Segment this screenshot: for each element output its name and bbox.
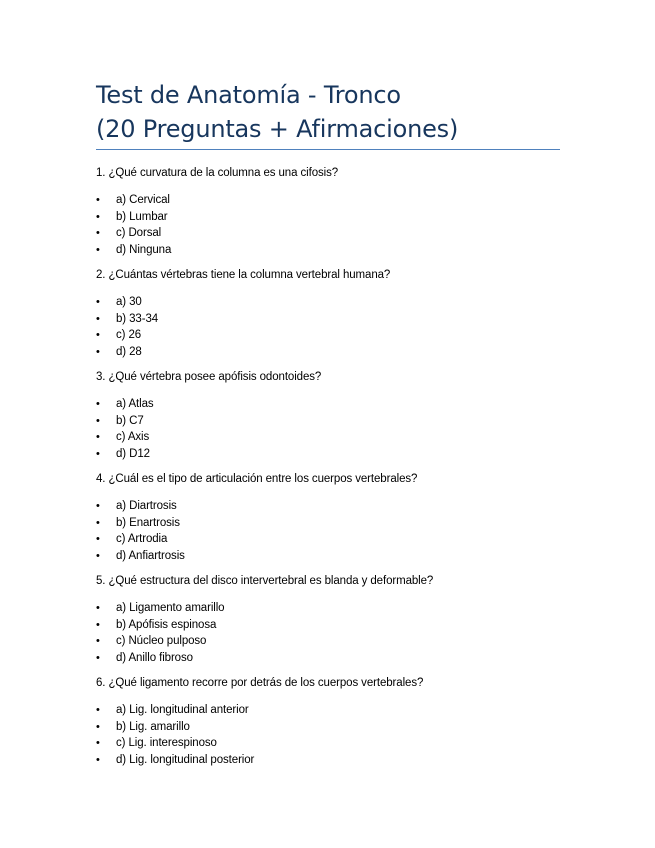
option-label: b) Enartrosis xyxy=(116,516,180,529)
answer-option xyxy=(96,702,566,719)
option-label: a) Ligamento amarillo xyxy=(116,602,225,614)
option-label: b) C7 xyxy=(116,414,144,427)
bullet-icon: • xyxy=(96,398,100,410)
bullet-icon: • xyxy=(96,533,100,545)
answer-option xyxy=(96,617,566,634)
answer-option xyxy=(96,531,566,548)
option-label: d) 28 xyxy=(116,345,142,358)
answer-option xyxy=(96,413,566,430)
option-label: b) 33-34 xyxy=(116,312,159,325)
bullet-icon: • xyxy=(96,329,100,341)
bullet-icon: • xyxy=(96,312,100,325)
answer-options xyxy=(96,702,566,768)
option-label: c) Artrodia xyxy=(116,533,168,545)
question-5 xyxy=(96,573,566,666)
answer-option xyxy=(96,311,566,328)
answer-option xyxy=(96,209,566,226)
option-label: b) Lumbar xyxy=(116,210,168,223)
question-1 xyxy=(96,165,566,258)
answer-option xyxy=(96,650,566,667)
answer-option xyxy=(96,344,566,361)
answer-option xyxy=(96,446,566,463)
answer-option xyxy=(96,498,566,515)
title-line-1: Test de Anatomía - Tronco xyxy=(96,81,401,109)
bullet-icon: • xyxy=(96,516,100,529)
option-label: a) Lig. longitudinal anterior xyxy=(116,704,249,716)
option-label: c) Lig. interespinoso xyxy=(116,737,217,749)
bullet-icon: • xyxy=(96,635,100,647)
question-4 xyxy=(96,471,566,564)
answer-options xyxy=(96,600,566,666)
answer-option xyxy=(96,719,566,736)
question-3 xyxy=(96,369,566,462)
question-text: 4. ¿Cuál es el tipo de articulación entre los cuerpos vertebrales? xyxy=(96,473,418,485)
option-label: a) Diartrosis xyxy=(116,500,177,512)
answer-option xyxy=(96,429,566,446)
answer-option xyxy=(96,633,566,650)
bullet-icon: • xyxy=(96,737,100,749)
option-label: c) Núcleo pulposo xyxy=(116,635,207,647)
question-text: 2. ¿Cuántas vértebras tiene la columna vertebral humana? xyxy=(96,269,391,281)
document-title xyxy=(96,78,566,146)
bullet-icon: • xyxy=(96,414,100,427)
answer-option xyxy=(96,752,566,769)
question-text: 1. ¿Qué curvatura de la columna es una cifosis? xyxy=(96,167,339,179)
option-label: a) Atlas xyxy=(116,398,154,410)
answer-option xyxy=(96,242,566,259)
bullet-icon: • xyxy=(96,549,100,562)
option-label: d) D12 xyxy=(116,447,150,460)
option-label: a) 30 xyxy=(116,296,142,308)
option-label: b) Lig. amarillo xyxy=(116,720,190,733)
bullet-icon: • xyxy=(96,447,100,460)
question-text: 5. ¿Qué estructura del disco intervertebral es blanda y deformable? xyxy=(96,575,434,587)
bullet-icon: • xyxy=(96,194,100,206)
answer-option xyxy=(96,327,566,344)
bullet-icon: • xyxy=(96,210,100,223)
option-label: d) Anillo fibroso xyxy=(116,651,193,664)
option-label: b) Apófisis espinosa xyxy=(116,618,217,631)
bullet-icon: • xyxy=(96,618,100,631)
question-text: 3. ¿Qué vértebra posee apófisis odontoides? xyxy=(96,371,322,383)
answer-option xyxy=(96,548,566,565)
question-2 xyxy=(96,267,566,360)
bullet-icon: • xyxy=(96,431,100,443)
title-line-2: (20 Preguntas + Afirmaciones) xyxy=(96,115,459,143)
option-label: c) 26 xyxy=(116,329,142,341)
answer-option xyxy=(96,294,566,311)
option-label: d) Lig. longitudinal posterior xyxy=(116,753,255,766)
option-label: a) Cervical xyxy=(116,194,170,206)
answer-option xyxy=(96,192,566,209)
question-6 xyxy=(96,675,566,768)
bullet-icon: • xyxy=(96,345,100,358)
bullet-icon: • xyxy=(96,720,100,733)
option-label: d) Anfiartrosis xyxy=(116,549,185,562)
bullet-icon: • xyxy=(96,500,100,512)
bullet-icon: • xyxy=(96,602,100,614)
option-label: c) Dorsal xyxy=(116,227,162,239)
bullet-icon: • xyxy=(96,651,100,664)
question-list xyxy=(96,165,566,768)
bullet-icon: • xyxy=(96,753,100,766)
answer-option xyxy=(96,396,566,413)
question-text: 6. ¿Qué ligamento recorre por detrás de los cuerpos vertebrales? xyxy=(96,677,424,689)
answer-options xyxy=(96,294,566,360)
answer-option xyxy=(96,225,566,242)
answer-option xyxy=(96,735,566,752)
answer-options xyxy=(96,396,566,462)
option-label: d) Ninguna xyxy=(116,243,172,256)
answer-options xyxy=(96,192,566,258)
answer-option xyxy=(96,515,566,532)
option-label: c) Axis xyxy=(116,431,150,443)
bullet-icon: • xyxy=(96,227,100,239)
answer-options xyxy=(96,498,566,564)
title-underline xyxy=(96,149,560,150)
bullet-icon: • xyxy=(96,704,100,716)
bullet-icon: • xyxy=(96,243,100,256)
answer-option xyxy=(96,600,566,617)
bullet-icon: • xyxy=(96,296,100,308)
